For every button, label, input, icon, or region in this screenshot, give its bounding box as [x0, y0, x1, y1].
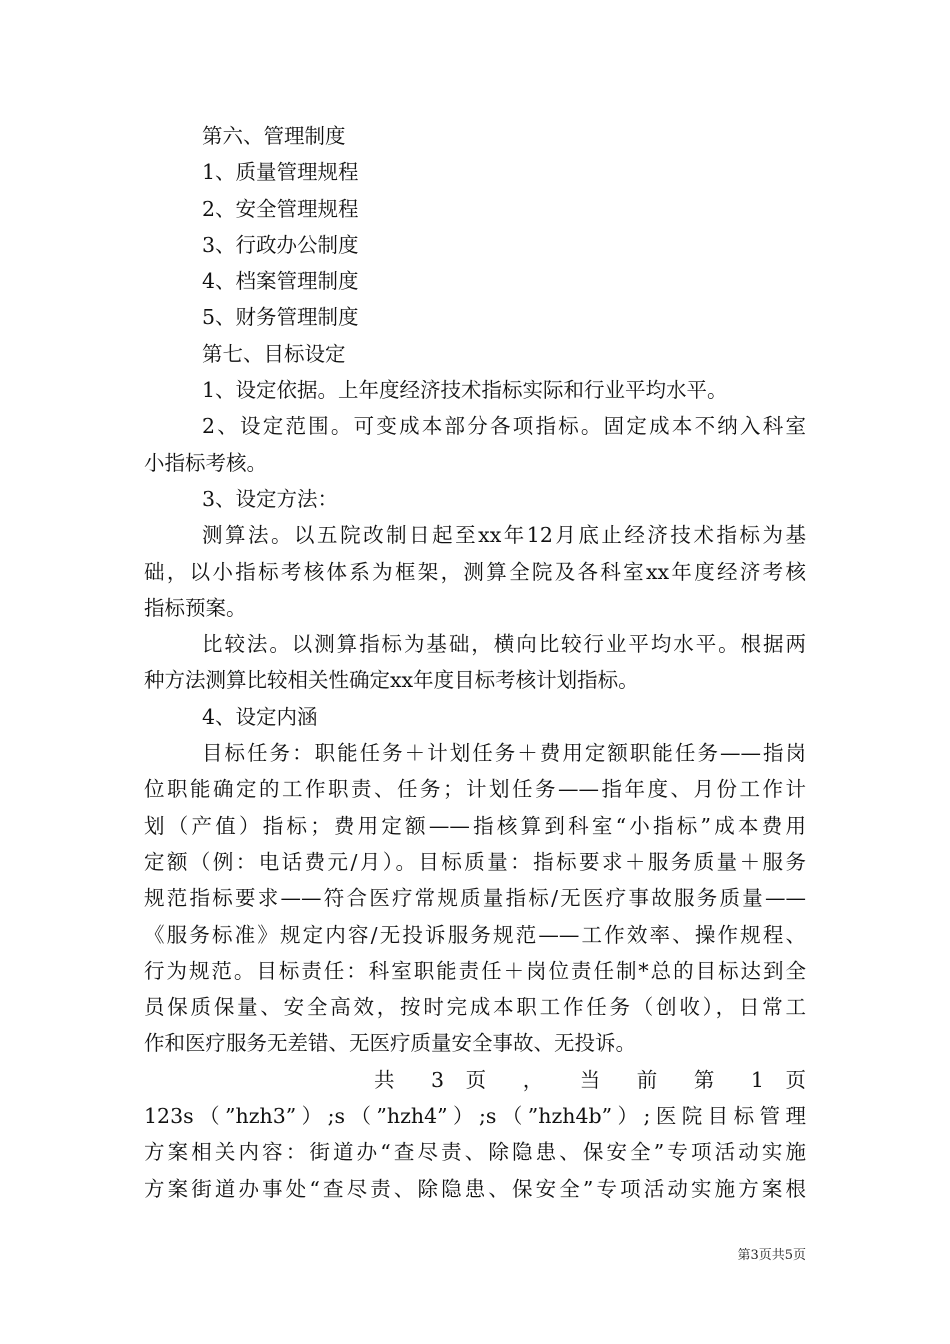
text-line: 作和医疗服务无差错、无医疗质量安全事故、无投诉。: [144, 1031, 636, 1056]
text-line: 1、设定依据。上年度经济技术指标实际和行业平均水平。: [202, 378, 728, 403]
page-marker-line: 共 3 页 ， 当 前 第 1 页: [374, 1067, 806, 1092]
page-footer: 第3页共5页: [737, 1248, 806, 1263]
text-line: 2、设定范围。可变成本部分各项指标。固定成本不纳入科室: [202, 414, 806, 439]
text-line: 定额（例：电话费元/月）。目标质量：指标要求＋服务质量＋服务: [144, 849, 806, 874]
text-line: 方案街道办事处“查尽责、除隐患、保安全”专项活动实施方案根: [144, 1176, 806, 1201]
text-line: 规范指标要求——符合医疗常规质量指标/无医疗事故服务质量——: [144, 886, 806, 911]
text-line: 小指标考核。: [144, 450, 267, 475]
text-line: 比较法。以测算指标为基础，横向比较行业平均水平。根据两: [202, 632, 806, 657]
text-line: 行为规范。目标责任：科室职能责任＋岗位责任制*总的目标达到全: [144, 958, 806, 983]
text-line: 种方法测算比较相关性确定xx年度目标考核计划指标。: [144, 668, 639, 693]
text-line: 指标预案。: [144, 595, 247, 620]
text-line: 划（产值）指标；费用定额——指核算到科室“小指标”成本费用: [144, 813, 806, 838]
text-line: 方案相关内容：街道办“查尽责、除隐患、保安全”专项活动实施: [144, 1140, 806, 1165]
document-body: [144, 118, 806, 1207]
text-line: 4、设定内涵: [202, 704, 318, 729]
text-line: 5、财务管理制度: [202, 305, 359, 330]
text-line: 第六、管理制度: [202, 124, 346, 148]
text-line: 位职能确定的工作职责、任务；计划任务——指年度、月份工作计: [144, 777, 806, 802]
text-line: 测算法。以五院改制日起至xx年12月底止经济技术指标为基: [202, 523, 806, 548]
text-line: 目标任务：职能任务＋计划任务＋费用定额职能任务——指岗: [202, 741, 806, 766]
text-line: 3、设定方法：: [202, 486, 339, 511]
text-line: 员保质保量、安全高效，按时完成本职工作任务（创收），日常工: [144, 995, 806, 1020]
text-line: 1、质量管理规程: [202, 160, 359, 185]
text-line: 2、安全管理规程: [202, 196, 359, 221]
text-line: 3、行政办公制度: [202, 232, 359, 257]
text-line: 础，以小指标考核体系为框架，测算全院及各科室xx年度经济考核: [144, 559, 806, 584]
text-line: 4、档案管理制度: [202, 269, 359, 294]
text-line: 第七、目标设定: [202, 341, 346, 366]
text-line: 《服务标准》规定内容/无投诉服务规范——工作效率、操作规程、: [144, 922, 806, 947]
text-line: 123s（”hzh3”）;s（”hzh4”）;s（”hzh4b”）;医院目标管理: [144, 1104, 806, 1129]
